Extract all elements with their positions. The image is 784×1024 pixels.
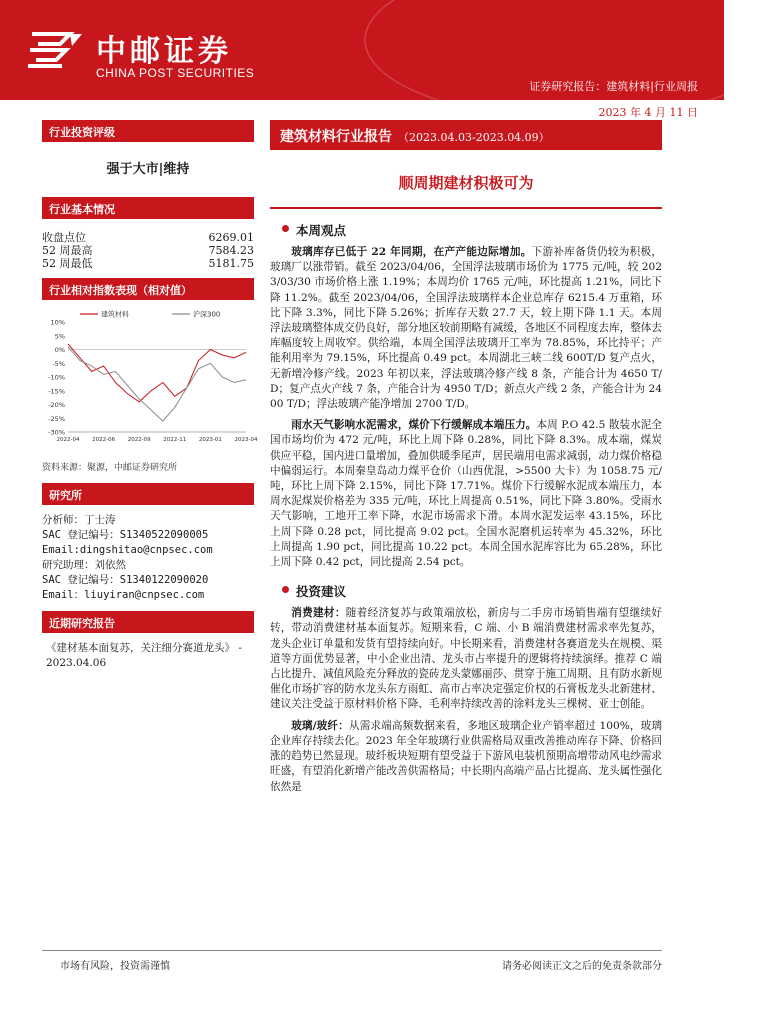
report-date: 2023 年 4 月 11 日 [598, 106, 698, 119]
section-heading-views [270, 221, 662, 239]
y-tick-label: -10% [48, 373, 65, 382]
relative-index-chart [42, 306, 258, 456]
title-divider [270, 207, 662, 209]
footer-divider [42, 950, 662, 951]
x-tick-label: 2022-06 [92, 437, 116, 443]
analyst-line: 分析师：丁士涛 [42, 514, 116, 526]
paragraph-lead: 雨水天气影响水泥需求，煤价下行缓解成本端压力。 [291, 419, 537, 432]
y-tick-label: -5% [52, 359, 65, 368]
paragraph-consumer-materials [270, 606, 662, 712]
bullet-icon [282, 225, 289, 232]
relative-index-chart-svg [42, 306, 258, 456]
section-title: 本周观点 [296, 223, 347, 238]
basics-table [42, 231, 254, 270]
series-line-2 [68, 347, 246, 421]
paragraph-text: 下游补库备货仍较为积极，玻璃厂以涨带销。截至 2023/04/06，全国浮法玻璃市场价为 1775 元/吨，较 2023/03/30 市场价格上涨 1.19%；本周均价 1765 元/吨，环比提高 1.21%，同比下降 11.2%。截至 2023/04/06，全国浮法玻璃样本企业总库存 6215.4 万重箱，环比下降 3.3%，同比下降 5.26%；折库存天数 27.7 天，较上期下降 1.1 天。本周浮法玻璃整体成交仍良好，部分地区较前期略有减缓，各地区不同程度去库，整体去库幅度较上周收窄。供给端，本周全国浮法玻璃开工率为 78.85%，环比持平；产能利用率为 79.15%，环比提高 0.49 pct。本周湖北三峡二线 600T/D 复产点火，无新增冷修产线。2023 年初以来，浮法玻璃冷修产线 8 条，产能合计为 4650 T/D；复产点火产线 7 条，产能合计为 4950 T/D；新点火产线 2 条，产能合计为 2400 T/D；浮法玻璃产能净增加 2700 T/D。 [270, 246, 662, 411]
section-heading-advice [270, 582, 662, 600]
report-headline: 顺周期建材积极可为 [398, 174, 534, 192]
analyst-email[interactable]: Email：liuyiran@cnpsec.com [42, 589, 205, 601]
paragraph-glass-fiber [270, 719, 662, 795]
basics-value: 7584.23 [208, 244, 254, 257]
section-title: 投资建议 [296, 584, 347, 600]
basics-label: 收盘点位 [42, 231, 86, 244]
x-tick-label: 2022-09 [127, 437, 151, 443]
report-body [270, 120, 662, 795]
recent-reports-heading: 近期研究报告 [42, 611, 254, 633]
sidebar [42, 120, 258, 671]
industry-rating: 强于大市|维持 [106, 162, 190, 177]
analyst-info [42, 513, 254, 603]
paragraph-text: 从需求端高频数据来看，多地区玻璃企业产销率超过 100%，玻璃企业库存持续去化。2023 年全年玻璃行业供需格局双重改善推动库存下降、价格回涨的趋势已然显现。玻纤板块短期有望受益于下游风电装机预期高增带动风电纱需求旺盛，有望消化新增产能改善供需格局；中长期内高端产品占比提高、龙头属性强化依然是 [270, 719, 662, 793]
research-heading: 研究所 [42, 483, 254, 505]
banner-decoration [364, 0, 784, 120]
brand-name-cn: 中邮证券 [96, 34, 232, 69]
performance-heading: 行业相对指数表现（相对值） [42, 278, 254, 300]
header-banner [0, 0, 724, 100]
paragraph-lead: 玻璃/玻纤： [291, 719, 349, 732]
paragraph-glass [270, 245, 662, 412]
analyst-line: SAC 登记编号：S1340122090020 [42, 574, 209, 586]
analyst-email[interactable]: Email:dingshitao@cnpsec.com [42, 544, 213, 556]
analyst-line: SAC 登记编号：S1340522090005 [42, 529, 209, 541]
footer-disclaimer: 请务必阅读正文之后的免责条款部分 [502, 961, 662, 972]
y-tick-label: -30% [48, 428, 65, 437]
legend-label: 建筑材料 [101, 310, 129, 319]
y-tick-label: -25% [48, 414, 65, 423]
basics-row [42, 231, 254, 244]
basics-label: 52 周最高 [42, 244, 93, 257]
report-date-range: （2023.04.03-2023.04.09） [398, 131, 550, 144]
report-title-bar [270, 120, 662, 150]
basics-value: 5181.75 [208, 257, 254, 270]
basics-row [42, 257, 254, 270]
bullet-icon [282, 586, 289, 593]
basics-value: 6269.01 [208, 231, 254, 244]
paragraph-lead: 玻璃库存已低于 22 年同期，在产产能边际增加。 [291, 246, 532, 258]
paragraph-text: 随着经济复苏与政策端放松，新房与二手房市场销售端有望继续好转，带动消费建材基本面复苏。短期来看，C 端、小 B 端消费建材需求率先复苏，龙头企业订单量和发货有望持续向好。中长期来看，消费建材各赛道龙头在规模、渠道等方面优势显著，中小企业出清、龙头市占率提升的逻辑将持续演绎。推荐 C 端占比提升、减值风险充分释放的瓷砖龙头蒙娜丽莎、贯穿于施工周期、且有防水新规催化市场扩容的防水龙头东方雨虹、高市占率决定强定价权的石膏板龙头北新建材、建议关注受益于原材料价格下降、毛利率持续改善的涂料龙头三棵树、亚士创能。 [270, 607, 662, 711]
analyst-line: 研究助理：刘依然 [42, 559, 126, 571]
rating-heading: 行业投资评级 [42, 120, 254, 142]
basics-heading: 行业基本情况 [42, 197, 254, 219]
x-tick-label: 2022-11 [163, 437, 187, 443]
footer-risk-note: 市场有风险，投资需谨慎 [60, 961, 170, 972]
brand-name-en: CHINA POST SECURITIES [96, 66, 255, 80]
y-tick-label: 0% [54, 346, 65, 354]
x-tick-label: 2023-01 [198, 437, 222, 443]
paragraph-lead: 消费建材： [291, 607, 346, 620]
paragraph-text: 本周 P.O 42.5 散装水泥全国市场均价为 472 元/吨，环比上周下降 0.28%，同比下降 8.3%。成本端，煤炭供应平稳，国内进口量增加，叠加供暖季尾声，居民端用电需求减弱，动力煤价格稳中偏弱运行。本周秦皇岛动力煤平仓价（山西优混，>5500 大卡）为 1058.75 元/吨，环比上周下降 2.15%，同比下降 17.71%。煤价下行缓解水泥成本端压力，本周水泥煤炭价格差为 335 元/吨，环比上周提高 0.51%，同比下降 3.80%。受雨水天气影响，工地开工率下降，水泥市场需求下滑。本周水泥发运率 43.15%，环比上周下降 0.28 pct，同比提高 9.02 pct。全国水泥磨机运转率为 45.32%，环比上周提高 1.90 pct，同比提高 10.22 pct。本周全国水泥库容比为 65.28%，环比上周下降 0.42 pct，同比提高 2.54 pct。 [270, 419, 662, 569]
basics-row [42, 244, 254, 257]
y-tick-label: 10% [50, 318, 65, 327]
recent-report-link[interactable]: 《建材基本面复苏，关注细分赛道龙头》 - 2023.04.06 [46, 642, 242, 669]
report-bar-title: 建筑材料行业报告 [280, 129, 392, 145]
legend-label: 沪深300 [193, 310, 221, 319]
y-tick-label: -15% [48, 387, 65, 396]
report-type: 证券研究报告：建筑材料|行业周报 [529, 80, 698, 93]
y-tick-label: 5% [54, 332, 65, 341]
basics-label: 52 周最低 [42, 257, 93, 270]
paragraph-cement [270, 418, 662, 570]
china-post-logo-icon [26, 26, 88, 76]
y-tick-label: -20% [48, 401, 65, 409]
x-tick-label: 2023-04 [234, 437, 258, 443]
chart-source: 资料来源：聚源，中邮证券研究所 [42, 463, 178, 473]
x-tick-label: 2022-04 [56, 437, 80, 443]
